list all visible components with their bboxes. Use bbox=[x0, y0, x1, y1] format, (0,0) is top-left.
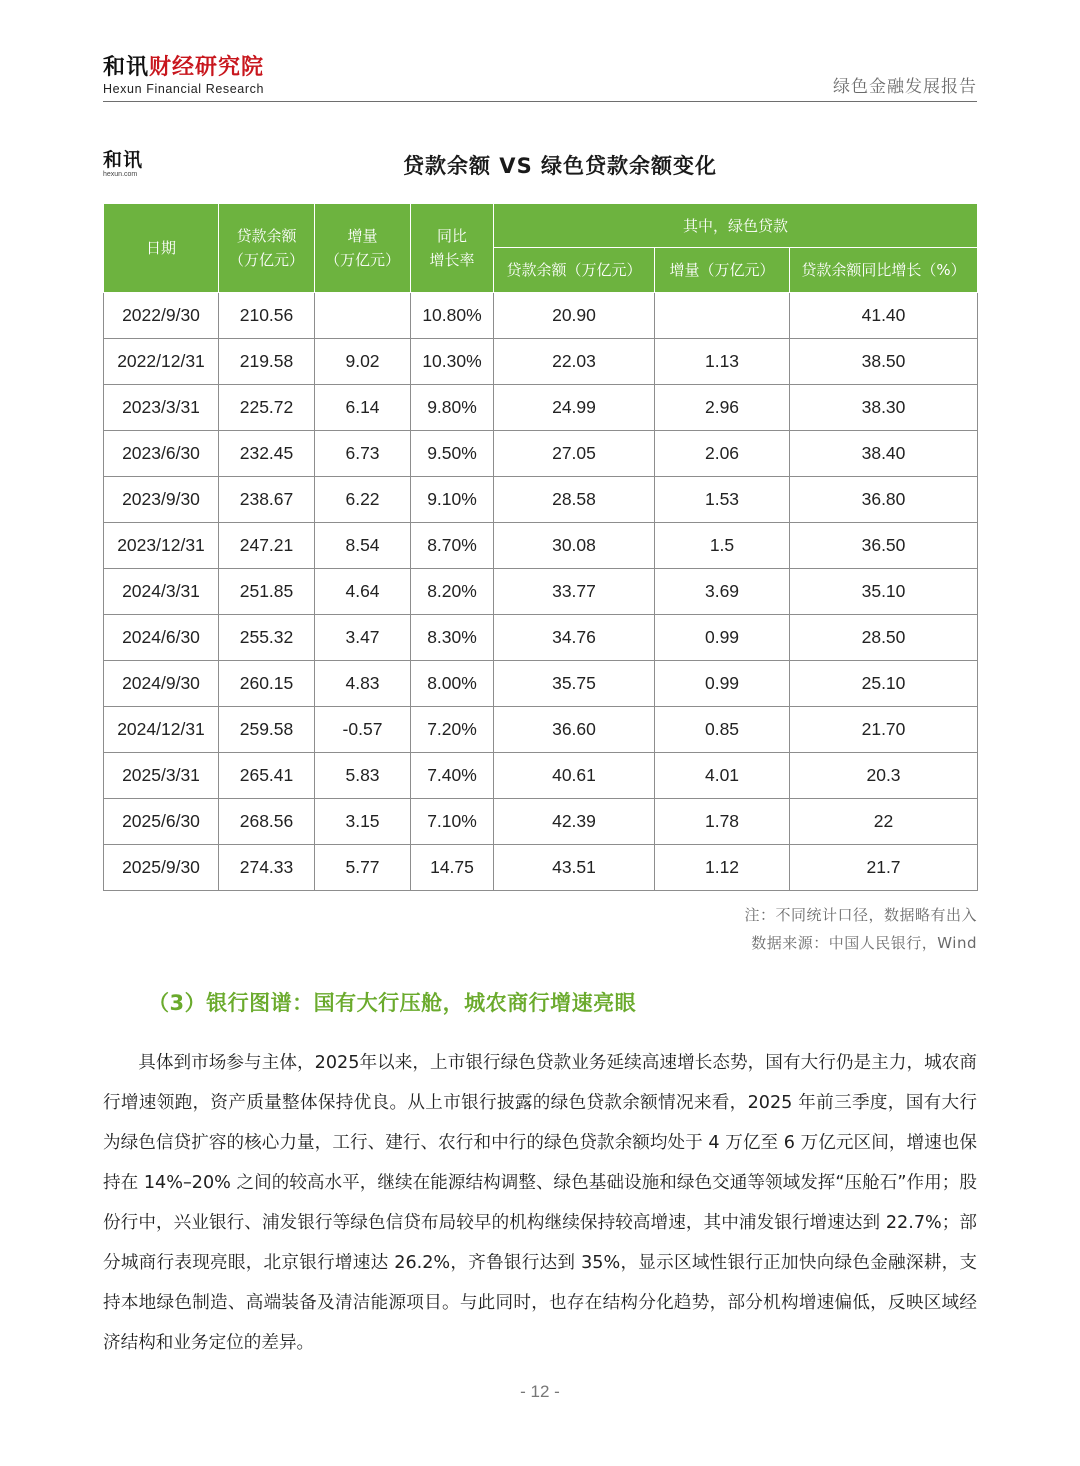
table-cell: 22 bbox=[790, 799, 978, 845]
table-cell: 210.56 bbox=[219, 293, 315, 339]
logo-chinese bbox=[103, 56, 264, 80]
table-cell: 1.5 bbox=[655, 523, 790, 569]
table-cell: 3.69 bbox=[655, 569, 790, 615]
table-cell: 238.67 bbox=[219, 477, 315, 523]
table-cell: 10.80% bbox=[411, 293, 494, 339]
table-cell: 9.02 bbox=[315, 339, 411, 385]
table-cell: 24.99 bbox=[494, 385, 655, 431]
section-heading: （3）银行图谱：国有大行压舱，城农商行增速亮眼 bbox=[148, 991, 637, 1015]
table-cell: 38.50 bbox=[790, 339, 978, 385]
table-cell: 36.80 bbox=[790, 477, 978, 523]
table-cell: 251.85 bbox=[219, 569, 315, 615]
table-cell: 1.12 bbox=[655, 845, 790, 891]
table-cell: 34.76 bbox=[494, 615, 655, 661]
table-cell: 36.50 bbox=[790, 523, 978, 569]
table-cell: 35.10 bbox=[790, 569, 978, 615]
table-cell: 0.85 bbox=[655, 707, 790, 753]
table-cell: 2023/12/31 bbox=[104, 523, 219, 569]
table-cell: 2022/9/30 bbox=[104, 293, 219, 339]
table-cell: 9.10% bbox=[411, 477, 494, 523]
table-cell: 25.10 bbox=[790, 661, 978, 707]
header-green-balance: 贷款余额（万亿元） bbox=[494, 248, 655, 293]
table-row bbox=[104, 707, 978, 753]
table-cell: 247.21 bbox=[219, 523, 315, 569]
table-cell: 232.45 bbox=[219, 431, 315, 477]
table-cell: 4.01 bbox=[655, 753, 790, 799]
table-row bbox=[104, 293, 978, 339]
table-cell: 274.33 bbox=[219, 845, 315, 891]
header-yoy: 同比 增长率 bbox=[411, 204, 494, 293]
table-cell: 255.32 bbox=[219, 615, 315, 661]
data-source: 数据来源：中国人民银行，Wind bbox=[751, 934, 977, 952]
table-cell: 2023/9/30 bbox=[104, 477, 219, 523]
table-note: 注：不同统计口径，数据略有出入 bbox=[744, 906, 977, 924]
table-cell: 36.60 bbox=[494, 707, 655, 753]
table-cell: 7.20% bbox=[411, 707, 494, 753]
table-cell: 9.50% bbox=[411, 431, 494, 477]
table-cell: 2022/12/31 bbox=[104, 339, 219, 385]
table-cell: 21.70 bbox=[790, 707, 978, 753]
table-cell: 43.51 bbox=[494, 845, 655, 891]
table-cell: 225.72 bbox=[219, 385, 315, 431]
table-cell: 30.08 bbox=[494, 523, 655, 569]
table-row bbox=[104, 523, 978, 569]
table-row bbox=[104, 799, 978, 845]
header-green-yoy: 贷款余额同比增长（%） bbox=[790, 248, 978, 293]
table-cell: 3.47 bbox=[315, 615, 411, 661]
table-cell: 20.90 bbox=[494, 293, 655, 339]
table-cell: 10.30% bbox=[411, 339, 494, 385]
table-cell: 260.15 bbox=[219, 661, 315, 707]
table-cell: 4.64 bbox=[315, 569, 411, 615]
table-cell: 8.70% bbox=[411, 523, 494, 569]
table-cell: 38.30 bbox=[790, 385, 978, 431]
table-cell: 35.75 bbox=[494, 661, 655, 707]
table-cell: 41.40 bbox=[790, 293, 978, 339]
table-cell: 2024/12/31 bbox=[104, 707, 219, 753]
logo-institute-text: 财经研究院 bbox=[149, 55, 265, 80]
table-cell: -0.57 bbox=[315, 707, 411, 753]
table-cell: 40.61 bbox=[494, 753, 655, 799]
table-cell: 9.80% bbox=[411, 385, 494, 431]
table-cell: 42.39 bbox=[494, 799, 655, 845]
header-increment: 增量 （万亿元） bbox=[315, 204, 411, 293]
table-cell: 1.53 bbox=[655, 477, 790, 523]
table-title: 贷款余额 VS 绿色贷款余额变化 bbox=[403, 154, 717, 178]
table-cell: 27.05 bbox=[494, 431, 655, 477]
table-cell: 2023/6/30 bbox=[104, 431, 219, 477]
header-green-loan-group: 其中，绿色贷款 bbox=[494, 204, 978, 248]
table-row bbox=[104, 615, 978, 661]
table-row bbox=[104, 477, 978, 523]
table-row bbox=[104, 431, 978, 477]
table-cell: 0.99 bbox=[655, 615, 790, 661]
table-cell: 2024/6/30 bbox=[104, 615, 219, 661]
table-cell: 219.58 bbox=[219, 339, 315, 385]
table-row bbox=[104, 661, 978, 707]
table-row bbox=[104, 753, 978, 799]
table-cell: 3.15 bbox=[315, 799, 411, 845]
header-green-increment: 增量（万亿元） bbox=[655, 248, 790, 293]
table-cell: 8.20% bbox=[411, 569, 494, 615]
table-cell bbox=[655, 293, 790, 339]
table-logo-cn: 和讯 bbox=[103, 149, 144, 171]
table-cell bbox=[315, 293, 411, 339]
table-cell: 259.58 bbox=[219, 707, 315, 753]
header-date: 日期 bbox=[104, 204, 219, 293]
table-cell: 2023/3/31 bbox=[104, 385, 219, 431]
table-cell: 8.54 bbox=[315, 523, 411, 569]
table-cell: 4.83 bbox=[315, 661, 411, 707]
logo-hexun-text: 和讯 bbox=[103, 55, 150, 80]
body-paragraph: 具体到市场参与主体，2025年以来，上市银行绿色贷款业务延续高速增长态势，国有大行仍是主力，城农商行增速领跑，资产质量整体保持优良。从上市银行披露的绿色贷款余额情况来看，2025 年前三季度，国有大行为绿色信贷扩容的核心力量，工行、建行、农行和中行的绿色贷款余额均处于 4 万亿至 6 万亿元区间，增速也保持在 14%–20% 之间的较高水平，继续在能源结构调整、绿色基础设施和绿色交通等领域发挥“压舱石”作用；股份行中，兴业银行、浦发银行等绿色信贷布局较早的机构继续保持较高增速，其中浦发银行增速达到 22.7%；部分城商行表现亮眼，北京银行增速达 26.2%，齐鲁银行达到 35%，显示区域性银行正加快向绿色金融深耕，支持本地绿色制造、高端装备及清洁能源项目。与此同时，也存在结构分化趋势，部分机构增速偏低，反映区域经济结构和业务定位的差异。 bbox=[103, 1053, 977, 1353]
table-cell: 14.75 bbox=[411, 845, 494, 891]
table-cell: 1.78 bbox=[655, 799, 790, 845]
table-cell: 2025/3/31 bbox=[104, 753, 219, 799]
header-divider bbox=[103, 101, 977, 102]
table-cell: 265.41 bbox=[219, 753, 315, 799]
table-cell: 2.96 bbox=[655, 385, 790, 431]
table-cell: 7.40% bbox=[411, 753, 494, 799]
table-cell: 2025/9/30 bbox=[104, 845, 219, 891]
table-row bbox=[104, 385, 978, 431]
page-number: - 12 - bbox=[520, 1382, 560, 1401]
table-cell: 6.14 bbox=[315, 385, 411, 431]
table-cell: 1.13 bbox=[655, 339, 790, 385]
loan-balance-table bbox=[103, 203, 978, 891]
table-cell: 38.40 bbox=[790, 431, 978, 477]
table-cell: 8.30% bbox=[411, 615, 494, 661]
table-row bbox=[104, 339, 978, 385]
table-cell: 5.83 bbox=[315, 753, 411, 799]
table-cell: 33.77 bbox=[494, 569, 655, 615]
table-cell: 5.77 bbox=[315, 845, 411, 891]
table-cell: 0.99 bbox=[655, 661, 790, 707]
table-cell: 2.06 bbox=[655, 431, 790, 477]
table-cell: 8.00% bbox=[411, 661, 494, 707]
logo-english: Hexun Financial Research bbox=[103, 82, 265, 96]
table-cell: 2024/3/31 bbox=[104, 569, 219, 615]
report-title: 绿色金融发展报告 bbox=[833, 77, 977, 97]
table-cell: 28.58 bbox=[494, 477, 655, 523]
table-cell: 2025/6/30 bbox=[104, 799, 219, 845]
table-cell: 21.7 bbox=[790, 845, 978, 891]
table-cell: 268.56 bbox=[219, 799, 315, 845]
table-cell: 22.03 bbox=[494, 339, 655, 385]
table-cell: 6.22 bbox=[315, 477, 411, 523]
table-row bbox=[104, 845, 978, 891]
table-cell: 7.10% bbox=[411, 799, 494, 845]
table-cell: 28.50 bbox=[790, 615, 978, 661]
table-cell: 2024/9/30 bbox=[104, 661, 219, 707]
table-row bbox=[104, 569, 978, 615]
header-loan-balance: 贷款余额 （万亿元） bbox=[219, 204, 315, 293]
table-cell: 20.3 bbox=[790, 753, 978, 799]
hexun-research-logo bbox=[103, 56, 264, 96]
table-logo-en: hexun.com bbox=[103, 171, 138, 178]
table-cell: 6.73 bbox=[315, 431, 411, 477]
